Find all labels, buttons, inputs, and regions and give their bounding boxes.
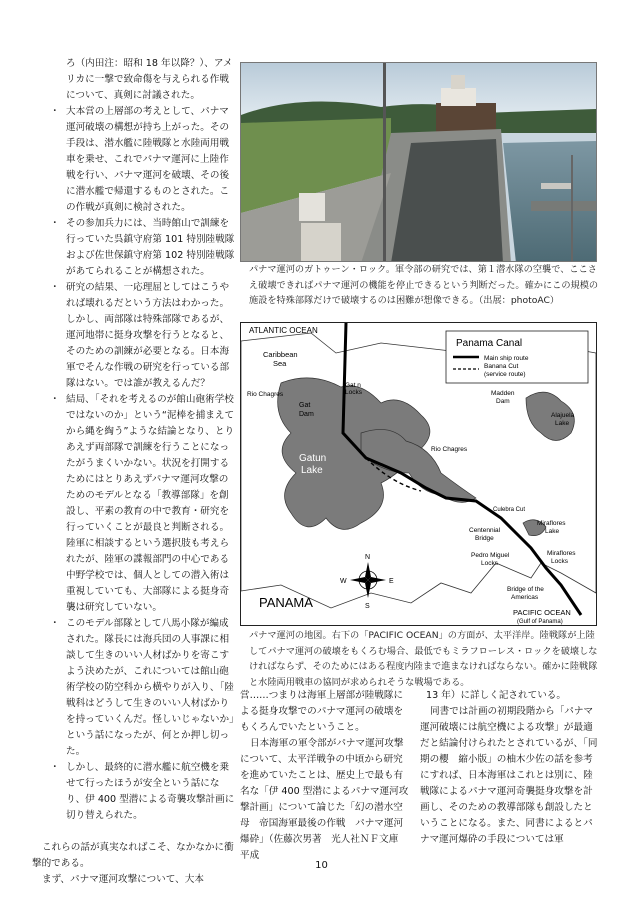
- map-label: Locks: [551, 558, 568, 565]
- map-label: Lake: [301, 465, 323, 476]
- map-label: Centennial: [469, 527, 501, 534]
- map-label: Caribbean: [263, 350, 298, 359]
- photo-caption: パナマ運河のガトゥーン・ロック。軍令部の研究では、第１潜水隊の空襲で、ここさえ破壊できればパナマ運河の機能を停止できるという判断だった。確かにこの規模の施設を特殊部隊だけで破壊するのは困難が想像できる。（出展：photoAC）: [249, 264, 599, 306]
- paragraph: 13 年）に詳しく記されている。: [426, 690, 566, 701]
- left-text-column: [32, 56, 237, 888]
- map-label: Madden: [491, 390, 515, 397]
- map-label: (Gulf of Panama): [517, 619, 563, 625]
- paragraph: 営……つまりは海軍上層部が陸戦隊による挺身攻撃でのパナマ運河の破壊をもくろんでいたということ。: [240, 690, 404, 733]
- bullet-item: ・ このモデル部隊として八馬小隊が編成された。隊長には海兵団の人事課に相談して生きのいい人材ばかりを寄こすよう決めたが、これについては館山砲術学校の防空科から横やりが入り、「陸戦科はどうして生きのいい人材ばかりを持っていくんだ。怪しいじゃないか」という話になったが、何とか押し切った。: [52, 616, 237, 760]
- paragraph: まず、パナマ運河攻撃について、大本: [42, 874, 204, 885]
- panama-canal-locks-photo: [240, 62, 597, 262]
- map-legend: [446, 331, 588, 383]
- map-label: ATLANTIC OCEAN: [249, 326, 318, 335]
- paragraph: ろ（内田注：昭和 18 年以降？）、アメリカに一撃で致命傷を与えられる作戦について、真剣に討議された。: [66, 58, 233, 101]
- bullet-item: ・ しかし、最終的に潜水艦に航空機を乗せて行ったほうが安全という話になり、伊 400 型潜による奇襲攻撃計画に切り替えられた。: [52, 760, 237, 824]
- map-label: Sea: [273, 359, 287, 368]
- map-caption: パナマ運河の地図。右下の「PACIFIC OCEAN」の方面が、太平洋岸。陸戦隊が上陸してパナマ運河の破壊をもくろむ場合、最低でもミラフローレス・ロックを破壊しなければならず、そのためにはある程度内陸まで進まなければならない。確かに陸戦隊と水陸両用戦車の協同が求められそうな戦場である。: [249, 630, 598, 688]
- map-label: PACIFIC OCEAN: [513, 608, 571, 617]
- map-label: Culebra Cut: [493, 507, 526, 513]
- map-label: Gatun: [299, 453, 327, 464]
- map-label: Gat: [299, 402, 311, 409]
- map-label: Locks: [481, 560, 498, 567]
- map-label: Miraflores: [547, 550, 576, 557]
- panama-canal-map: [240, 322, 597, 626]
- map-label: Americas: [511, 594, 539, 601]
- paragraph: これらの話が真実なればこそ、なかなかに衝撃的である。: [32, 842, 234, 869]
- legend-title: Panama Canal: [456, 338, 523, 349]
- map-label: Miraflores: [537, 520, 566, 527]
- map-label: Lake: [555, 420, 570, 427]
- map-label: S: [365, 603, 370, 610]
- bullet-item: ・ 大本営の上層部の考えとして、パナマ運河破壊の構想が持ち上がった。その手段は、潜水艦に陸戦隊と水陸両用戦車を乗せ、これでパナマ運河に上陸作戦を行い、パナマ運河を破壊、その後に潜水艦で帰還するものとされた。この作戦が真剣に検討された。: [52, 104, 237, 216]
- map-label: Bridge: [475, 535, 494, 542]
- map-label: Bridge of the: [507, 586, 544, 593]
- bullet-item: ・ 研究の結果、一応理屈としてはこうやれば壊れるだという方法はわかった。しかし、両部隊は特殊部隊であるが、運河地帯に挺身攻撃を行うとなると、そのための訓練が必要となる。日本海軍でそんな作戦の研究を行っている部隊はない。では誰が教えるんだ？: [52, 280, 237, 392]
- bullet-item: ・ 結局、「それを考えるのが館山砲術学校ではないのか」という“泥棒を捕まえてから縄を綯う”ような結論となり、とりあえず両部隊で訓練を行うことになったがうまくいかない。状況を打開するためにはとりあえずパナマ運河攻撃のためのモデルとなる「教導部隊」を創設し、平素の教育の中で教育・研究を行っていくことが最良と判断される。陸軍に相談するという選択肢も考えられたが、陸軍の諜報部門の中心である中野学校では、個人としての潜入術は重視していても、大部隊による挺身奇襲は研究していない。: [52, 392, 237, 616]
- map-label: Pedro Miguel: [471, 552, 510, 559]
- paragraph: 同書では計画の初期段階から「パナマ運河破壊には航空機による攻撃」が最適だと結論付けられたとされているが、「同期の櫻 縮小版」の柚木少佐の話を参考にすれば、日本海軍はこれとは別に、陸戦隊によるパナマ運河奇襲挺身攻撃を計画し、そのための教導部隊も創設したということになる。また、同書によるとパナマ運河爆砕の手段については軍: [420, 706, 598, 845]
- map-label: Dam: [299, 411, 314, 418]
- middle-text-column: [240, 688, 410, 864]
- bullet-item: ・ その参加兵力には、当時館山で訓練を行っていた呉鎮守府第 101 特別陸戦隊および佐世保鎮守府第 102 特別陸戦隊があてられることが構想された。: [52, 216, 237, 280]
- right-text-column: [420, 688, 600, 848]
- map-country-label: PANAMA: [259, 595, 313, 610]
- map-label: Banana Cut: [484, 363, 519, 370]
- map-label: Rio Chagres: [247, 391, 284, 398]
- map-label: Dam: [496, 398, 510, 405]
- map-label: Gat n: [345, 382, 361, 389]
- map-label: Main ship route: [484, 355, 529, 362]
- map-label: N: [365, 554, 371, 561]
- map-label: W: [340, 578, 347, 585]
- map-label: Lake: [545, 528, 560, 535]
- map-label: Locks: [345, 389, 362, 396]
- map-label: Alajuela: [551, 412, 575, 419]
- map-label: E: [389, 578, 394, 585]
- paragraph: 日本海軍の軍令部がパナマ運河攻撃について、太平洋戦争の中頃から研究を進めていたことは、歴史上で最も有名な「伊 400 型潜によるパナマ運河攻撃計画」について論じた「幻の潜水空母 帝国海軍最後の作戦 パナマ運河爆砕」（佐藤次男著 光人社ＮＦ文庫 平成: [240, 738, 409, 861]
- map-label: Rio Chagres: [431, 446, 468, 453]
- map-label: (service route): [484, 371, 526, 378]
- page-number: 10: [315, 860, 328, 871]
